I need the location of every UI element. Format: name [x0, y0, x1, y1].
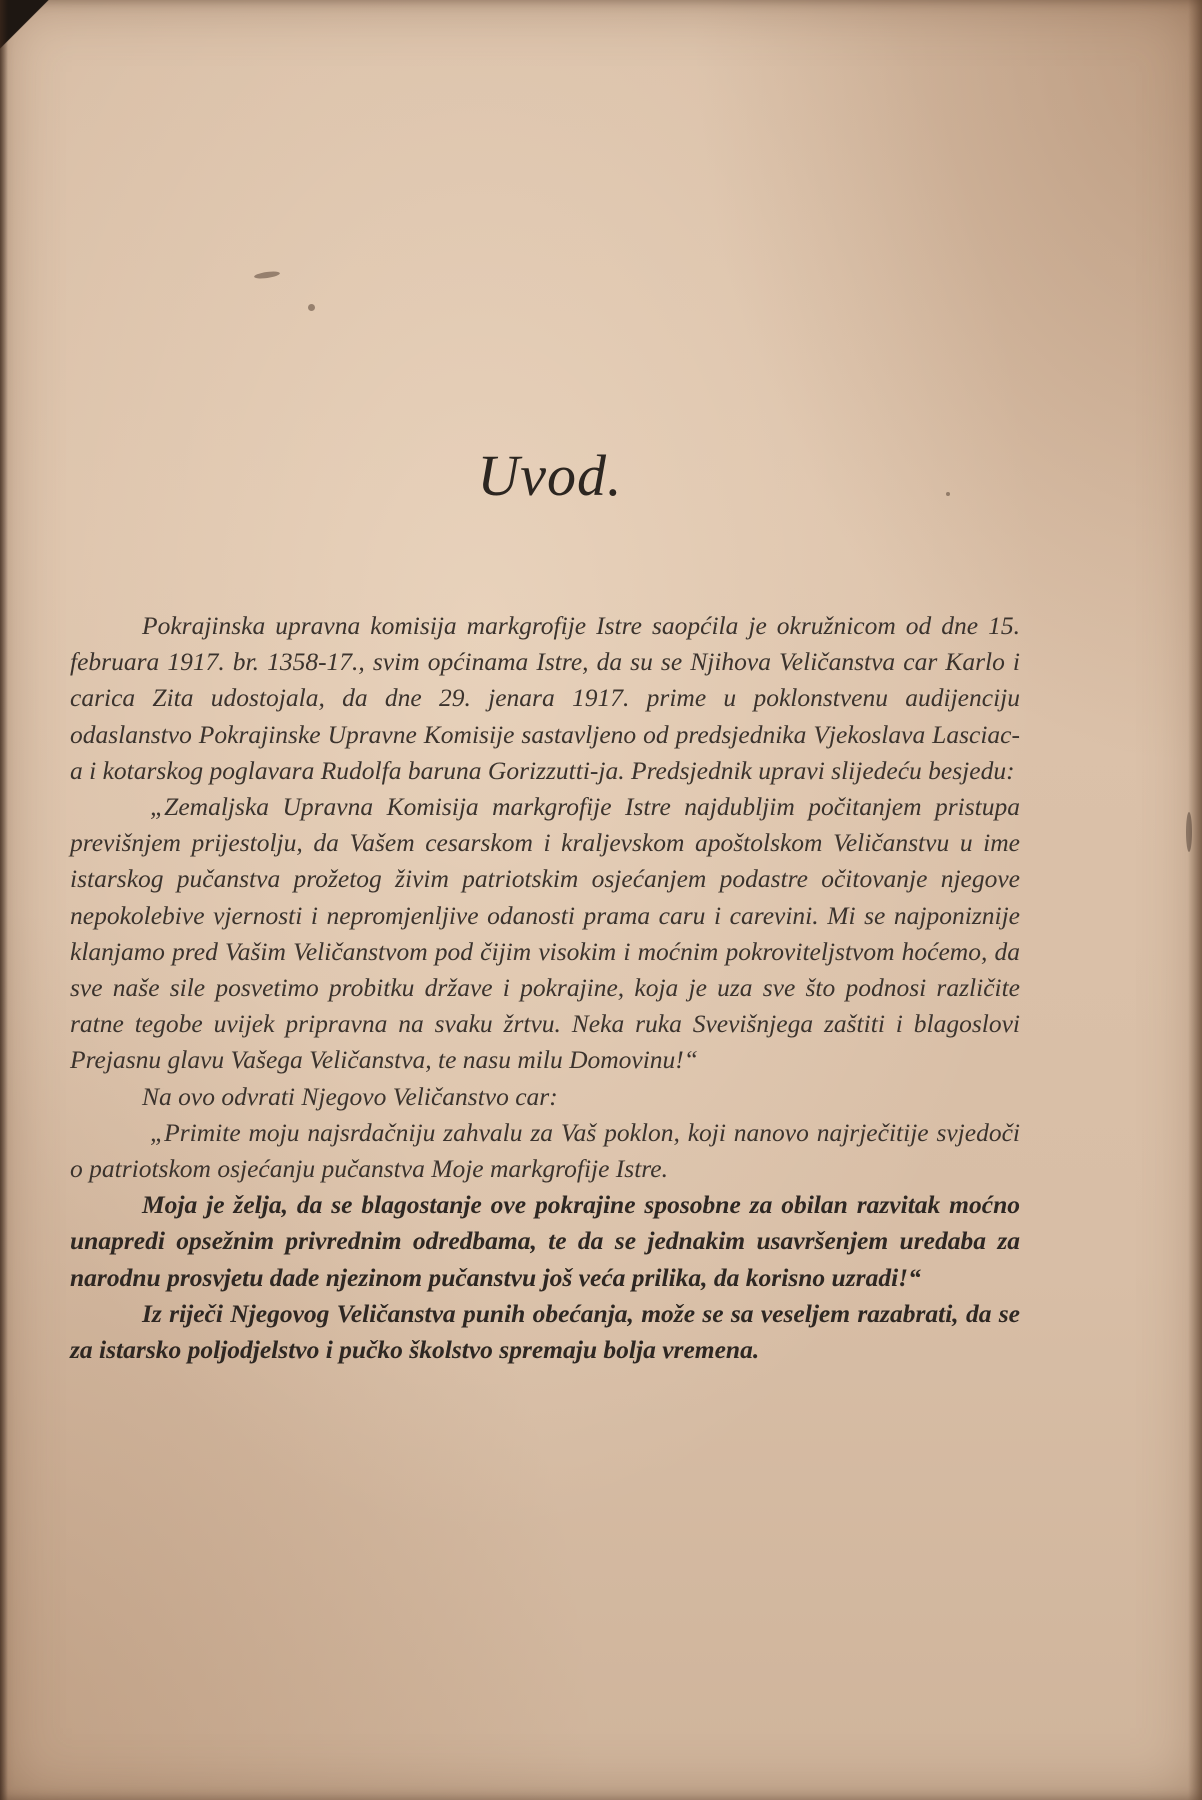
paragraph-emperor-reply: „Primite moju najsrdačniju zahvalu za Vaš poklon, koji nanovo najrječitije svjedoči o patriotskom osjećanju pučanstva Moje markgrofije Istre. [70, 1117, 1020, 1184]
paragraph-emperor-wish: Moja je želja, da se blagostanje ove pokrajine sposobne za obilan razvitak moćno unapredi opsežnim privrednim odredbama, te da se jednakim usavršenjem uredaba za narodnu prosvjetu dade njezinom pučanstvu još veća prilika, da korisno uzradi!“ [70, 1190, 1020, 1292]
ink-smudge [254, 270, 281, 280]
paragraph-conclusion: Iz riječi Njegovog Veličanstva punih obećanja, može se sa veseljem razabrati, da se za istarsko poljodjelstvo i pučko školstvo spremaju bolja vremena. [70, 1298, 1020, 1365]
page-tear-mark [1186, 812, 1192, 852]
page-edge-right [1188, 0, 1202, 1800]
torn-corner [0, 0, 60, 60]
paragraph-intro: Pokrajinska upravna komisija markgrofije Istre saopćila je okružnicom od dne 15. februara 1917. br. 1358-17., svim općinama Istre, da su se Njihova Veličanstva car Karlo i carica Zita udostojala, da dne 29. jenara 1917. prime u poklonstvenu audijenciju odaslanstvo Pokrajinske Upravne Komisije sastavljeno od predsjednika Vjekoslava Lasciac-a i kotarskog poglavara Rudolfa baruna Gorizzutti-ja. Predsjednik upravi slijedeću besjedu: [70, 611, 1020, 785]
document-body [70, 608, 1020, 1368]
ink-smudge [308, 304, 315, 311]
paragraph-commission-speech: „Zemaljska Upravna Komisija markgrofije Istre najdubljim počitanjem pristupa previšnjem prijestolju, da Vašem cesarskom i kraljevskom apoštolskom Veličanstvu u ime istarskog pučanstva prožetog živim patriotskim osjećanjem podastre očitovanje njegove nepokolebive vjernosti i nepromjenljive odanosti prama caru i carevini. Mi se najponiznije klanjamo pred Vašim Veličanstvom pod čijim visokim i moćnim pokroviteljstvom hoćemo, da sve naše sile posvetimo probitku države i pokrajine, koja je uza sve što podnosi različite ratne tegobe uvijek pripravna na svaku žrtvu. Neka ruka Svevišnjega zaštiti i blagoslovi Prejasnu glavu Vašega Veličanstva, te nasu milu Domovinu!“ [70, 792, 1020, 1075]
paragraph-reply-intro: Na ovo odvrati Njegovo Veličanstvo car: [142, 1081, 558, 1111]
page-title: Uvod. [477, 443, 623, 508]
page-edge-left [0, 0, 8, 1800]
